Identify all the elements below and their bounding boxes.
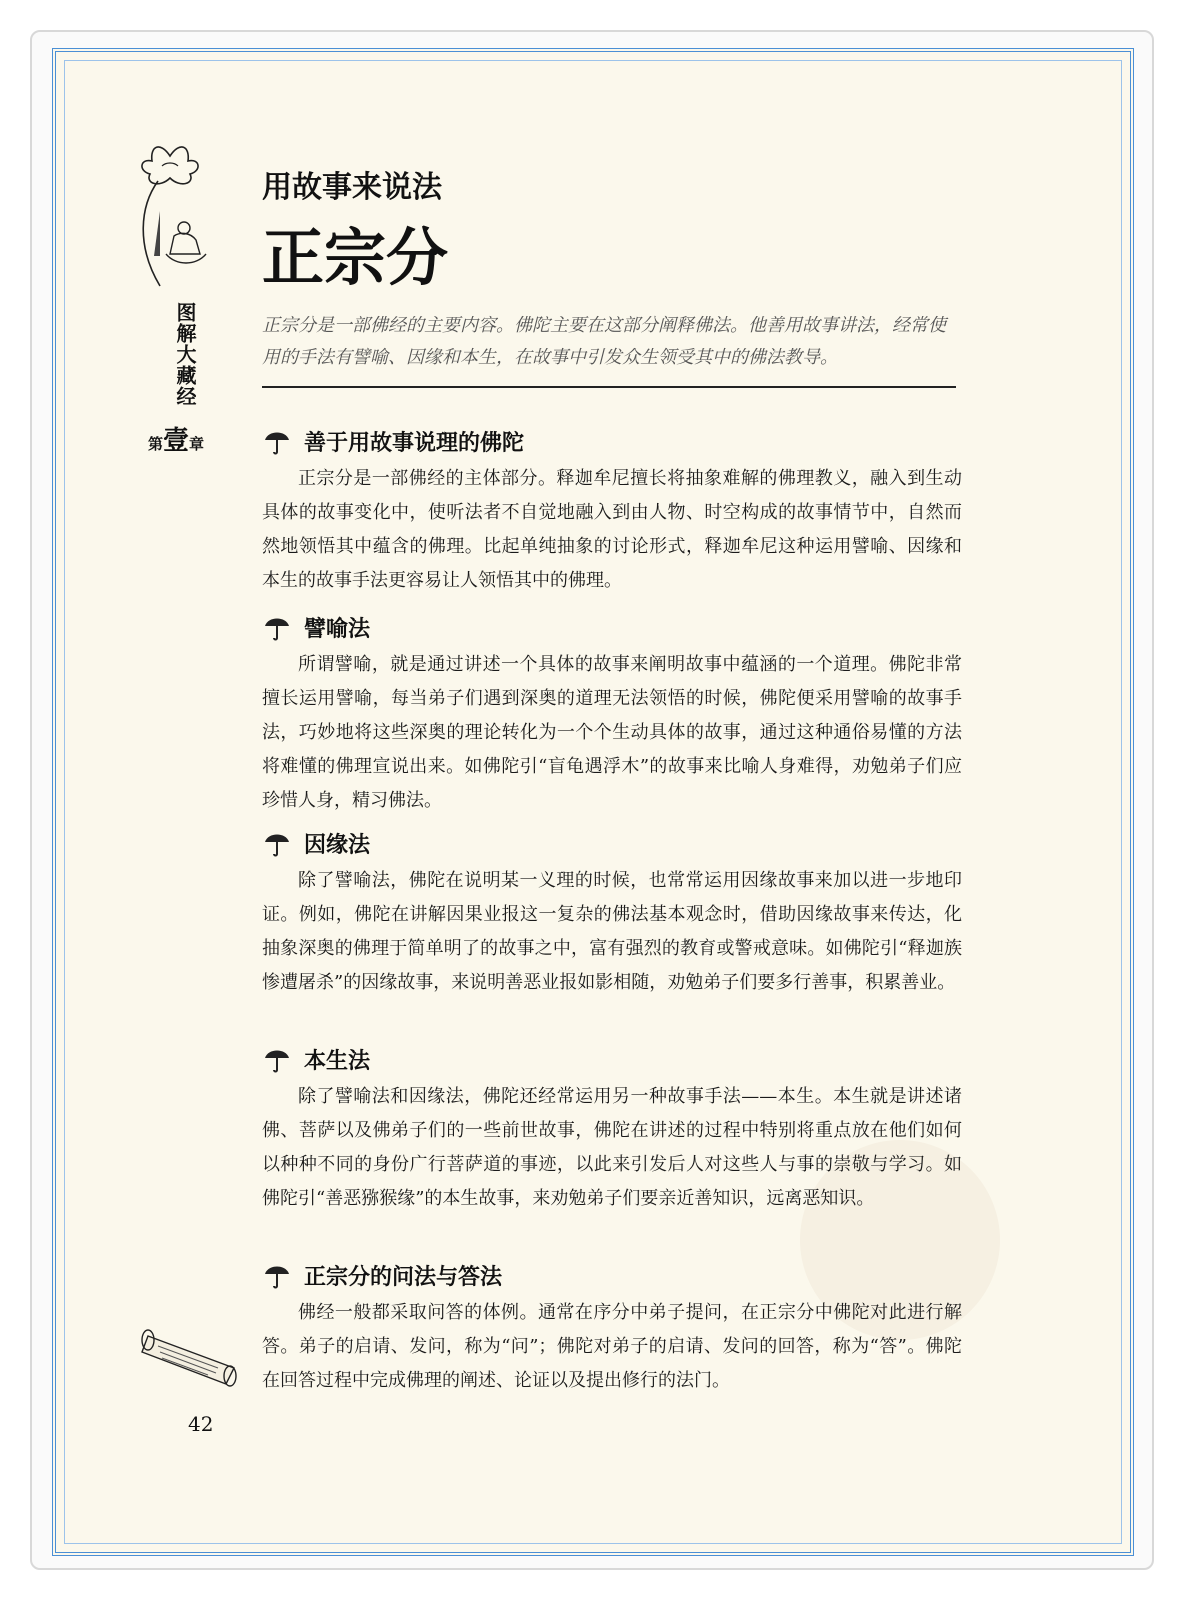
page-number: 42 [188,1412,214,1436]
chapter-label [148,420,204,457]
section-body: 佛经一般都采取问答的体例。通常在序分中弟子提问，在正宗分中佛陀对此进行解答。弟子的启请、发问，称为“问”；佛陀对弟子的启请、发问的回答，称为“答”。佛陀在回答过程中完成佛理的阐述、论证以及提出修行的法门。 [262,1302,962,1391]
umbrella-icon [262,1044,292,1074]
section-heading-text: 善于用故事说理的佛陀 [304,430,525,456]
umbrella-icon [262,612,292,642]
chapter-prefix: 第 [148,435,164,453]
section-jataka [262,1042,962,1216]
intro-text: 正宗分是一部佛经的主要内容。佛陀主要在这部分阐释佛法。他善用故事讲法，经常使用的手法有譬喻、因缘和本生，在故事中引发众生领受其中的佛法教导。 [262,315,946,368]
page-title: 正宗分 [262,221,449,294]
section-body: 除了譬喻法和因缘法，佛陀还经常运用另一种故事手法——本生。本生就是讲述诸佛、菩萨以及佛弟子们的一些前世故事，佛陀在讲述的过程中特别将重点放在他们如何以种种不同的身份广行菩萨道的事迹，以此来引发后人对这些人与事的崇敬与学习。如佛陀引“善恶猕猴缘”的本生故事，来劝勉弟子们要亲近善知识，远离恶知识。 [262,1086,962,1209]
section-body: 除了譬喻法，佛陀在说明某一义理的时候，也常常运用因缘故事来加以进一步地印证。例如，佛陀在讲解因果业报这一复杂的佛法基本观念时，借助因缘故事来传达，化抽象深奥的佛理于简单明了的故事之中，富有强烈的教育或警戒意味。如佛陀引“释迦族惨遭屠杀”的因缘故事，来说明善恶业报如影相随，劝勉弟子们要多行善事，积累善业。 [262,870,962,993]
section-heading-text: 譬喻法 [304,616,371,642]
side-title: 图解大藏经 [173,302,197,407]
section-heading-text: 因缘法 [304,832,371,858]
section-causation [262,826,962,1000]
umbrella-icon [262,426,292,456]
section-body: 所谓譬喻，就是通过讲述一个具体的故事来阐明故事中蕴涵的一个道理。佛陀非常擅长运用譬喻，每当弟子们遇到深奥的道理无法领悟的时候，佛陀便采用譬喻的故事手法，巧妙地将这些深奥的理论转化为一个个生动具体的故事，通过这种通俗易懂的方法将难懂的佛理宣说出来。如佛陀引“盲龟遇浮木”的故事来比喻人身难得，劝勉弟子们应珍惜人身，精习佛法。 [262,654,962,811]
umbrella-icon [262,1260,292,1290]
title-divider [262,386,956,388]
lotus-meditation-icon [130,136,210,296]
section-heading [262,424,962,458]
chapter-number: 壹 [163,426,190,456]
umbrella-icon [262,828,292,858]
section-heading [262,610,962,644]
section-heading [262,826,962,860]
section-parable [262,610,962,818]
page-subtitle: 用故事来说法 [262,170,442,205]
section-heading-text: 本生法 [304,1048,371,1074]
section-heading [262,1258,962,1292]
section-question-answer [262,1258,962,1398]
chapter-suffix: 章 [189,435,205,453]
section-heading-text: 正宗分的问法与答法 [304,1264,503,1290]
section-body: 正宗分是一部佛经的主体部分。释迦牟尼擅长将抽象难解的佛理教义，融入到生动具体的故事变化中，使听法者不自觉地融入到由人物、时空构成的故事情节中，自然而然地领悟其中蕴含的佛理。比起单纯抽象的讨论形式，释迦牟尼这种运用譬喻、因缘和本生的故事手法更容易让人领悟其中的佛理。 [262,468,962,591]
section-heading [262,1042,962,1076]
section-story-buddha [262,424,962,598]
scroll-icon [138,1318,256,1390]
